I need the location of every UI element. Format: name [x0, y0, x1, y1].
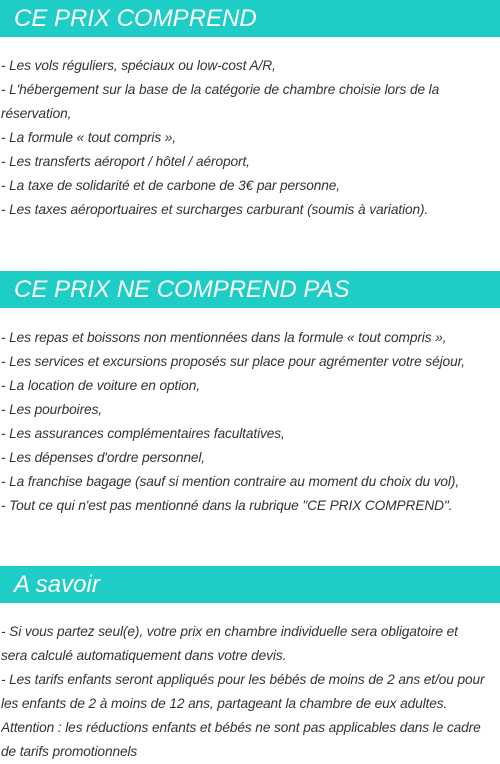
list-line: Attention : les réductions enfants et bébés ne sont pas applicables dans le cadre [1, 720, 481, 735]
list-line: - Les taxes aéroportuaires et surcharges carburant (soumis à variation). [1, 202, 429, 217]
list-line: - Tout ce qui n'est pas mentionné dans la rubrique "CE PRIX COMPREND". [1, 498, 453, 513]
list-line: - Les repas et boissons non mentionnées dans la formule « tout compris », [1, 330, 447, 345]
section-title: A savoir [14, 571, 100, 598]
section-header-price-excludes [0, 271, 500, 308]
list-line: - Si vous partez seul(e), votre prix en chambre individuelle sera obligatoire et [1, 624, 458, 639]
list-line: - La taxe de solidarité et de carbone de 3€ par personne, [1, 178, 341, 193]
section-title: CE PRIX NE COMPREND PAS [14, 276, 350, 303]
list-line: - La location de voiture en option, [1, 378, 200, 393]
list-line: - Les transferts aéroport / hôtel / aéroport, [1, 154, 250, 169]
list-line: sera calculé automatiquement dans votre devis. [1, 648, 287, 663]
section-header-good-to-know [0, 566, 500, 603]
list-line: - L'hébergement sur la base de la catégorie de chambre choisie lors de la [1, 82, 440, 97]
list-line: - Les pourboires, [1, 402, 103, 417]
good-to-know-list [0, 620, 500, 764]
list-line: - Les dépenses d'ordre personnel, [1, 450, 205, 465]
list-line: - La franchise bagage (sauf si mention contraire au moment du choix du vol), [1, 474, 460, 489]
section-header-price-includes [0, 0, 500, 37]
price-excludes-list [0, 326, 500, 518]
list-line: de tarifs promotionnels [1, 744, 138, 759]
list-line: - Les services et excursions proposés sur place pour agrémenter votre séjour, [1, 354, 465, 369]
list-line: réservation, [1, 106, 72, 121]
section-price-includes [0, 0, 500, 222]
list-line: - La formule « tout compris », [1, 130, 177, 145]
list-line: - Les vols réguliers, spéciaux ou low-cost A/R, [1, 58, 276, 73]
section-title: CE PRIX COMPREND [14, 5, 257, 32]
price-includes-list [0, 54, 500, 222]
list-line: - Les assurances complémentaires facultatives, [1, 426, 285, 441]
list-line: - Les tarifs enfants seront appliqués pour les bébés de moins de 2 ans et/ou pour [1, 672, 485, 687]
section-price-excludes [0, 271, 500, 518]
list-line: les enfants de 2 à moins de 12 ans, partageant la chambre de eux adultes. [1, 696, 448, 711]
section-good-to-know [0, 566, 500, 764]
